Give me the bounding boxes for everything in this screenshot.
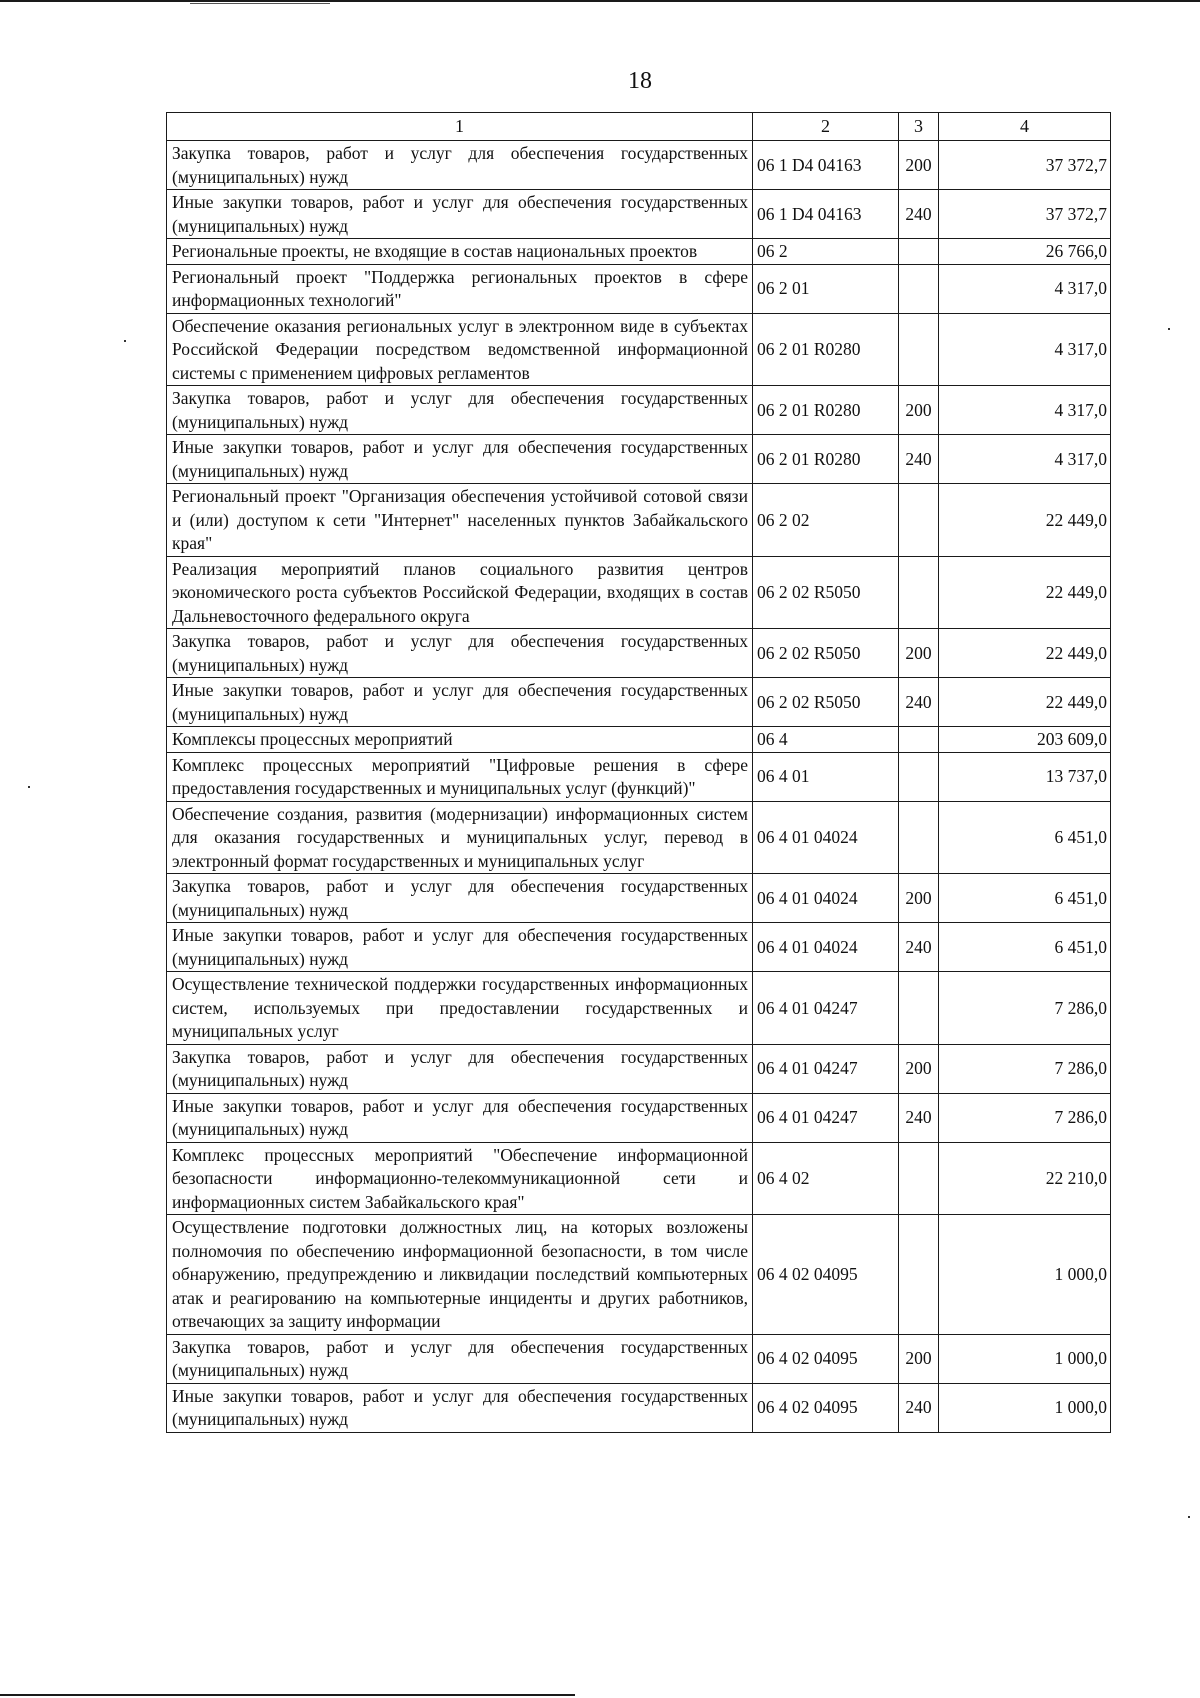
row-name-cell: Закупка товаров, работ и услуг для обеспечения государственных (муниципальных) нужд — [167, 386, 753, 435]
row-type-cell: 240 — [899, 1383, 939, 1432]
row-amount-cell: 26 766,0 — [939, 239, 1111, 265]
header-cell-2: 2 — [753, 113, 899, 141]
row-type-cell: 200 — [899, 141, 939, 190]
row-amount-cell: 6 451,0 — [939, 801, 1111, 874]
header-cell-3: 3 — [899, 113, 939, 141]
row-name-cell: Закупка товаров, работ и услуг для обеспечения государственных (муниципальных) нужд — [167, 629, 753, 678]
header-cell-4: 4 — [939, 113, 1111, 141]
row-code-cell: 06 2 01 R0280 — [753, 313, 899, 386]
row-amount-cell: 1 000,0 — [939, 1383, 1111, 1432]
row-code-cell: 06 2 01 — [753, 264, 899, 313]
table-row — [167, 313, 1111, 386]
row-code-cell: 06 4 01 04024 — [753, 801, 899, 874]
row-name-cell: Осуществление подготовки должностных лиц, на которых возложены полномочия по обеспечению информационной безопасности, в том числе обнаружению, предупреждению и ликвидации последствий компьютерных атак и реагированию на компьютерные инциденты и других работников, отвечающих за защиту информации — [167, 1215, 753, 1335]
scan-mark — [190, 3, 330, 4]
row-code-cell: 06 4 01 04024 — [753, 923, 899, 972]
row-code-cell: 06 4 02 04095 — [753, 1334, 899, 1383]
row-type-cell — [899, 752, 939, 801]
page-number: 18 — [628, 68, 652, 94]
table-row — [167, 556, 1111, 629]
row-code-cell: 06 2 02 R5050 — [753, 629, 899, 678]
row-amount-cell: 7 286,0 — [939, 1044, 1111, 1093]
table-row — [167, 727, 1111, 753]
row-code-cell: 06 4 02 04095 — [753, 1215, 899, 1335]
row-type-cell: 240 — [899, 923, 939, 972]
row-name-cell: Обеспечение оказания региональных услуг в электронном виде в субъектах Российской Федерации посредством ведомственной информационной системы с применением цифровых регламентов — [167, 313, 753, 386]
table-row — [167, 435, 1111, 484]
row-type-cell — [899, 1215, 939, 1335]
row-amount-cell: 4 317,0 — [939, 313, 1111, 386]
row-type-cell — [899, 801, 939, 874]
row-amount-cell: 13 737,0 — [939, 752, 1111, 801]
row-name-cell: Иные закупки товаров, работ и услуг для обеспечения государственных (муниципальных) нужд — [167, 923, 753, 972]
row-type-cell: 200 — [899, 629, 939, 678]
row-amount-cell: 6 451,0 — [939, 923, 1111, 972]
scan-speck — [1188, 1516, 1190, 1518]
row-name-cell: Обеспечение создания, развития (модернизации) информационных систем для оказания государственных и муниципальных услуг, перевод в электронный формат государственных и муниципальных услуг — [167, 801, 753, 874]
table-row — [167, 874, 1111, 923]
scan-border-top — [0, 0, 1200, 2]
row-name-cell: Закупка товаров, работ и услуг для обеспечения государственных (муниципальных) нужд — [167, 874, 753, 923]
row-code-cell: 06 4 — [753, 727, 899, 753]
scan-border-bottom — [0, 1694, 575, 1696]
row-code-cell: 06 2 — [753, 239, 899, 265]
row-name-cell: Региональный проект "Организация обеспечения устойчивой сотовой связи и (или) доступом к сети "Интернет" населенных пунктов Забайкальского края" — [167, 484, 753, 557]
row-code-cell: 06 4 01 04247 — [753, 1044, 899, 1093]
table-row — [167, 239, 1111, 265]
row-type-cell: 240 — [899, 435, 939, 484]
scan-speck — [124, 340, 126, 342]
row-type-cell: 200 — [899, 386, 939, 435]
row-type-cell: 240 — [899, 190, 939, 239]
row-amount-cell: 1 000,0 — [939, 1334, 1111, 1383]
row-amount-cell: 22 210,0 — [939, 1142, 1111, 1215]
row-code-cell: 06 1 D4 04163 — [753, 141, 899, 190]
table-row — [167, 1142, 1111, 1215]
table-row — [167, 1383, 1111, 1432]
table-row — [167, 972, 1111, 1045]
row-code-cell: 06 2 02 R5050 — [753, 678, 899, 727]
row-code-cell: 06 2 02 — [753, 484, 899, 557]
row-type-cell: 200 — [899, 1334, 939, 1383]
table-row — [167, 1044, 1111, 1093]
header-cell-1: 1 — [167, 113, 753, 141]
row-name-cell: Иные закупки товаров, работ и услуг для обеспечения государственных (муниципальных) нужд — [167, 678, 753, 727]
row-code-cell: 06 4 01 04247 — [753, 1093, 899, 1142]
row-code-cell: 06 1 D4 04163 — [753, 190, 899, 239]
row-type-cell — [899, 972, 939, 1045]
row-amount-cell: 203 609,0 — [939, 727, 1111, 753]
row-name-cell: Региональные проекты, не входящие в состав национальных проектов — [167, 239, 753, 265]
row-type-cell: 200 — [899, 1044, 939, 1093]
table-row — [167, 1334, 1111, 1383]
scan-speck — [1168, 328, 1170, 330]
row-amount-cell: 4 317,0 — [939, 386, 1111, 435]
row-type-cell: 200 — [899, 874, 939, 923]
row-type-cell: 240 — [899, 678, 939, 727]
table-row — [167, 484, 1111, 557]
row-name-cell: Иные закупки товаров, работ и услуг для обеспечения государственных (муниципальных) нужд — [167, 1383, 753, 1432]
row-name-cell: Осуществление технической поддержки государственных информационных систем, используемых при предоставлении государственных и муниципальных услуг — [167, 972, 753, 1045]
row-type-cell — [899, 313, 939, 386]
row-amount-cell: 4 317,0 — [939, 264, 1111, 313]
row-name-cell: Региональный проект "Поддержка региональных проектов в сфере информационных технологий" — [167, 264, 753, 313]
row-amount-cell: 22 449,0 — [939, 484, 1111, 557]
row-name-cell: Комплекс процессных мероприятий "Цифровые решения в сфере предоставления государственных и муниципальных услуг (функций)" — [167, 752, 753, 801]
table-row — [167, 752, 1111, 801]
row-amount-cell: 37 372,7 — [939, 190, 1111, 239]
table-row — [167, 1215, 1111, 1335]
row-name-cell: Комплексы процессных мероприятий — [167, 727, 753, 753]
row-amount-cell: 6 451,0 — [939, 874, 1111, 923]
table-row — [167, 264, 1111, 313]
header-row — [167, 113, 1111, 141]
table-row — [167, 629, 1111, 678]
row-code-cell: 06 4 02 04095 — [753, 1383, 899, 1432]
row-type-cell — [899, 1142, 939, 1215]
table-row — [167, 923, 1111, 972]
row-name-cell: Реализация мероприятий планов социального развития центров экономического роста субъектов Российской Федерации, входящих в состав Дальневосточного федерального округа — [167, 556, 753, 629]
row-amount-cell: 4 317,0 — [939, 435, 1111, 484]
row-amount-cell: 22 449,0 — [939, 629, 1111, 678]
budget-table — [166, 112, 1111, 1433]
row-name-cell: Закупка товаров, работ и услуг для обеспечения государственных (муниципальных) нужд — [167, 1044, 753, 1093]
row-name-cell: Иные закупки товаров, работ и услуг для обеспечения государственных (муниципальных) нужд — [167, 1093, 753, 1142]
row-type-cell: 240 — [899, 1093, 939, 1142]
row-type-cell — [899, 727, 939, 753]
row-type-cell — [899, 484, 939, 557]
scan-speck — [28, 786, 30, 788]
row-name-cell: Комплекс процессных мероприятий "Обеспечение информационной безопасности информационно-телекоммуникационной сети и информационных систем Забайкальского края" — [167, 1142, 753, 1215]
table-row — [167, 1093, 1111, 1142]
row-amount-cell: 22 449,0 — [939, 556, 1111, 629]
row-type-cell — [899, 556, 939, 629]
table-row — [167, 678, 1111, 727]
row-code-cell: 06 2 02 R5050 — [753, 556, 899, 629]
row-amount-cell: 22 449,0 — [939, 678, 1111, 727]
table-row — [167, 141, 1111, 190]
row-name-cell: Закупка товаров, работ и услуг для обеспечения государственных (муниципальных) нужд — [167, 1334, 753, 1383]
table-row — [167, 386, 1111, 435]
table-row — [167, 190, 1111, 239]
row-name-cell: Иные закупки товаров, работ и услуг для обеспечения государственных (муниципальных) нужд — [167, 190, 753, 239]
row-amount-cell: 1 000,0 — [939, 1215, 1111, 1335]
row-amount-cell: 37 372,7 — [939, 141, 1111, 190]
row-code-cell: 06 4 02 — [753, 1142, 899, 1215]
row-type-cell — [899, 264, 939, 313]
row-name-cell: Закупка товаров, работ и услуг для обеспечения государственных (муниципальных) нужд — [167, 141, 753, 190]
row-type-cell — [899, 239, 939, 265]
row-name-cell: Иные закупки товаров, работ и услуг для обеспечения государственных (муниципальных) нужд — [167, 435, 753, 484]
row-code-cell: 06 4 01 — [753, 752, 899, 801]
row-code-cell: 06 4 01 04024 — [753, 874, 899, 923]
row-code-cell: 06 4 01 04247 — [753, 972, 899, 1045]
row-amount-cell: 7 286,0 — [939, 1093, 1111, 1142]
row-code-cell: 06 2 01 R0280 — [753, 435, 899, 484]
table-row — [167, 801, 1111, 874]
row-amount-cell: 7 286,0 — [939, 972, 1111, 1045]
row-code-cell: 06 2 01 R0280 — [753, 386, 899, 435]
